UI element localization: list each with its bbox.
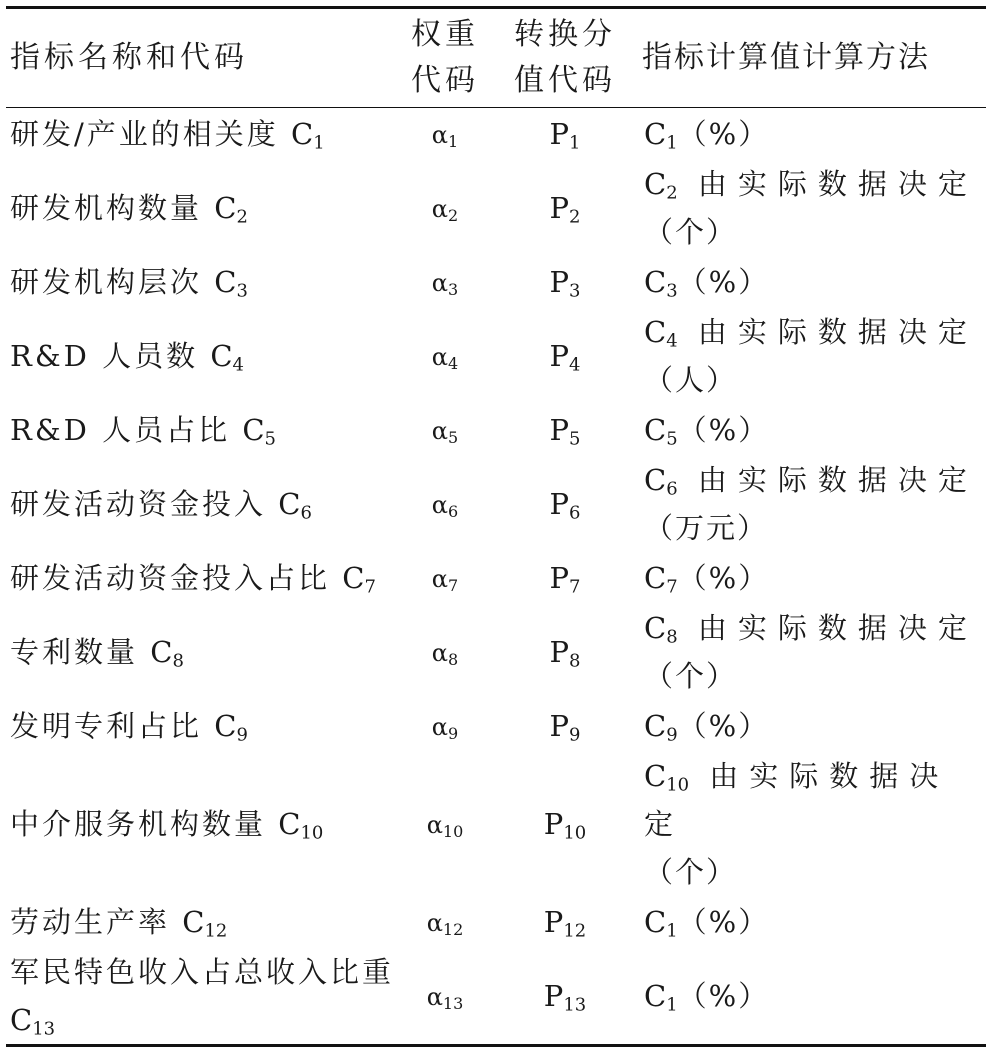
calculation-method-cell: $C_4$ 由实际数据决定 （人） [644, 315, 978, 397]
calculation-method-cell: $C_{10}$ 由实际数据决定 （个） [644, 759, 950, 889]
indicator-name: R&D 人员占比 [10, 413, 231, 447]
table-row [6, 404, 986, 456]
indicator-name-cell [6, 700, 396, 752]
indicator-code: $C_8$ [150, 635, 184, 672]
conversion-code-cell: $P_6$ [549, 487, 581, 524]
conversion-code-cell: $P_{12}$ [543, 905, 587, 942]
header-method: 指标计算值计算方法 [642, 40, 930, 75]
table-body [6, 108, 986, 1046]
table-row [6, 948, 986, 1046]
table-row [6, 604, 986, 700]
conversion-code-cell: $P_2$ [549, 191, 581, 228]
indicator-name: 研发机构数量 [10, 191, 203, 225]
table-row [6, 108, 986, 161]
weight-code-cell: $\alpha_{12}$ [426, 909, 464, 939]
indicator-name: R&D 人员数 [10, 339, 199, 373]
header-conv-line2: 值代码 [514, 63, 616, 98]
conversion-code-cell: $P_{13}$ [543, 979, 587, 1016]
header-weight-line1: 权重 [411, 17, 479, 52]
table-header [6, 8, 986, 108]
calculation-method-cell: $C_3(\%)$ [644, 265, 770, 302]
indicator-name: 中介服务机构数量 [10, 807, 267, 841]
calculation-method-cell: $C_1(\%)$ [644, 905, 770, 942]
weight-code-cell: $\alpha_7$ [431, 565, 459, 595]
indicator-code: $C_2$ [214, 191, 248, 228]
calculation-method-cell: $C_9(\%)$ [644, 709, 770, 746]
calculation-method-cell: $C_7(\%)$ [644, 561, 770, 598]
weight-code-cell: $\alpha_4$ [431, 343, 459, 373]
indicator-name: 研发活动资金投入 [10, 487, 267, 521]
weight-code-cell: $\alpha_6$ [431, 491, 459, 521]
conversion-code-cell: $P_8$ [549, 635, 581, 672]
conversion-code-cell: $P_1$ [549, 117, 581, 154]
weight-code-cell: $\alpha_9$ [431, 713, 459, 743]
header-row [6, 8, 986, 108]
indicator-name-cell [6, 948, 396, 1046]
indicator-code: $C_{10}$ [278, 807, 324, 844]
indicator-name: 研发活动资金投入占比 [10, 561, 331, 595]
weight-code-cell: $\alpha_1$ [431, 121, 459, 151]
indicator-code: $C_6$ [278, 487, 312, 524]
conversion-code-cell: $P_{10}$ [543, 807, 587, 844]
indicator-code: $C_{12}$ [182, 905, 228, 942]
header-conversion [494, 8, 636, 108]
table-row [6, 896, 986, 948]
calculation-method-cell: $C_1(\%)$ [644, 117, 770, 154]
conversion-code-cell: $P_5$ [549, 413, 581, 450]
indicator-name-cell [6, 108, 396, 161]
header-name: 指标名称和代码 [10, 40, 248, 75]
indicator-name: 劳动生产率 [10, 905, 171, 939]
indicator-code: $C_1$ [291, 117, 325, 154]
indicator-code: $C_3$ [214, 265, 248, 302]
header-conv-line1: 转换分 [514, 17, 616, 52]
calculation-method-cell: $C_8$ 由实际数据决定 （个） [644, 611, 978, 693]
indicator-name: 研发机构层次 [10, 265, 203, 299]
table-row [6, 752, 986, 896]
calculation-method-cell: $C_5(\%)$ [644, 413, 770, 450]
indicator-name-cell [6, 752, 396, 896]
table-row [6, 700, 986, 752]
table-row [6, 456, 986, 552]
weight-code-cell: $\alpha_5$ [431, 417, 459, 447]
table-row [6, 160, 986, 256]
conversion-code-cell: $P_3$ [549, 265, 581, 302]
conversion-code-cell: $P_4$ [549, 339, 581, 376]
calculation-method-cell: $C_6$ 由实际数据决定 （万元） [644, 463, 978, 545]
indicator-name-cell [6, 160, 396, 256]
header-weight-line2: 代码 [411, 63, 479, 98]
indicator-name-cell [6, 896, 396, 948]
weight-code-cell: $\alpha_2$ [431, 195, 459, 225]
table-row [6, 256, 986, 308]
indicator-name-cell [6, 404, 396, 456]
indicator-code: $C_{13}$ [10, 1003, 56, 1040]
indicator-code: $C_9$ [214, 709, 248, 746]
indicator-table [6, 6, 986, 1047]
weight-code-cell: $\alpha_{13}$ [426, 983, 464, 1013]
indicator-name: 军民特色收入占总收入比重 [10, 955, 395, 989]
indicator-name: 发明专利占比 [10, 709, 203, 743]
indicator-name-cell [6, 604, 396, 700]
table-row [6, 552, 986, 604]
indicator-name-cell [6, 256, 396, 308]
indicator-code: $C_7$ [342, 561, 376, 598]
indicator-name: 专利数量 [10, 635, 139, 669]
weight-code-cell: $\alpha_{10}$ [426, 811, 464, 841]
indicator-name-cell [6, 308, 396, 404]
conversion-code-cell: $P_9$ [549, 709, 581, 746]
weight-code-cell: $\alpha_8$ [431, 639, 459, 669]
indicator-code: $C_5$ [242, 413, 276, 450]
weight-code-cell: $\alpha_3$ [431, 269, 459, 299]
table-row [6, 308, 986, 404]
indicator-code: $C_4$ [210, 339, 244, 376]
calculation-method-cell: $C_2$ 由实际数据决定 （个） [644, 167, 978, 249]
header-weight [396, 8, 494, 108]
indicator-name: 研发/产业的相关度 [10, 117, 279, 151]
indicator-name-cell [6, 552, 396, 604]
indicator-name-cell [6, 456, 396, 552]
calculation-method-cell: $C_1(\%)$ [644, 979, 770, 1016]
conversion-code-cell: $P_7$ [549, 561, 581, 598]
